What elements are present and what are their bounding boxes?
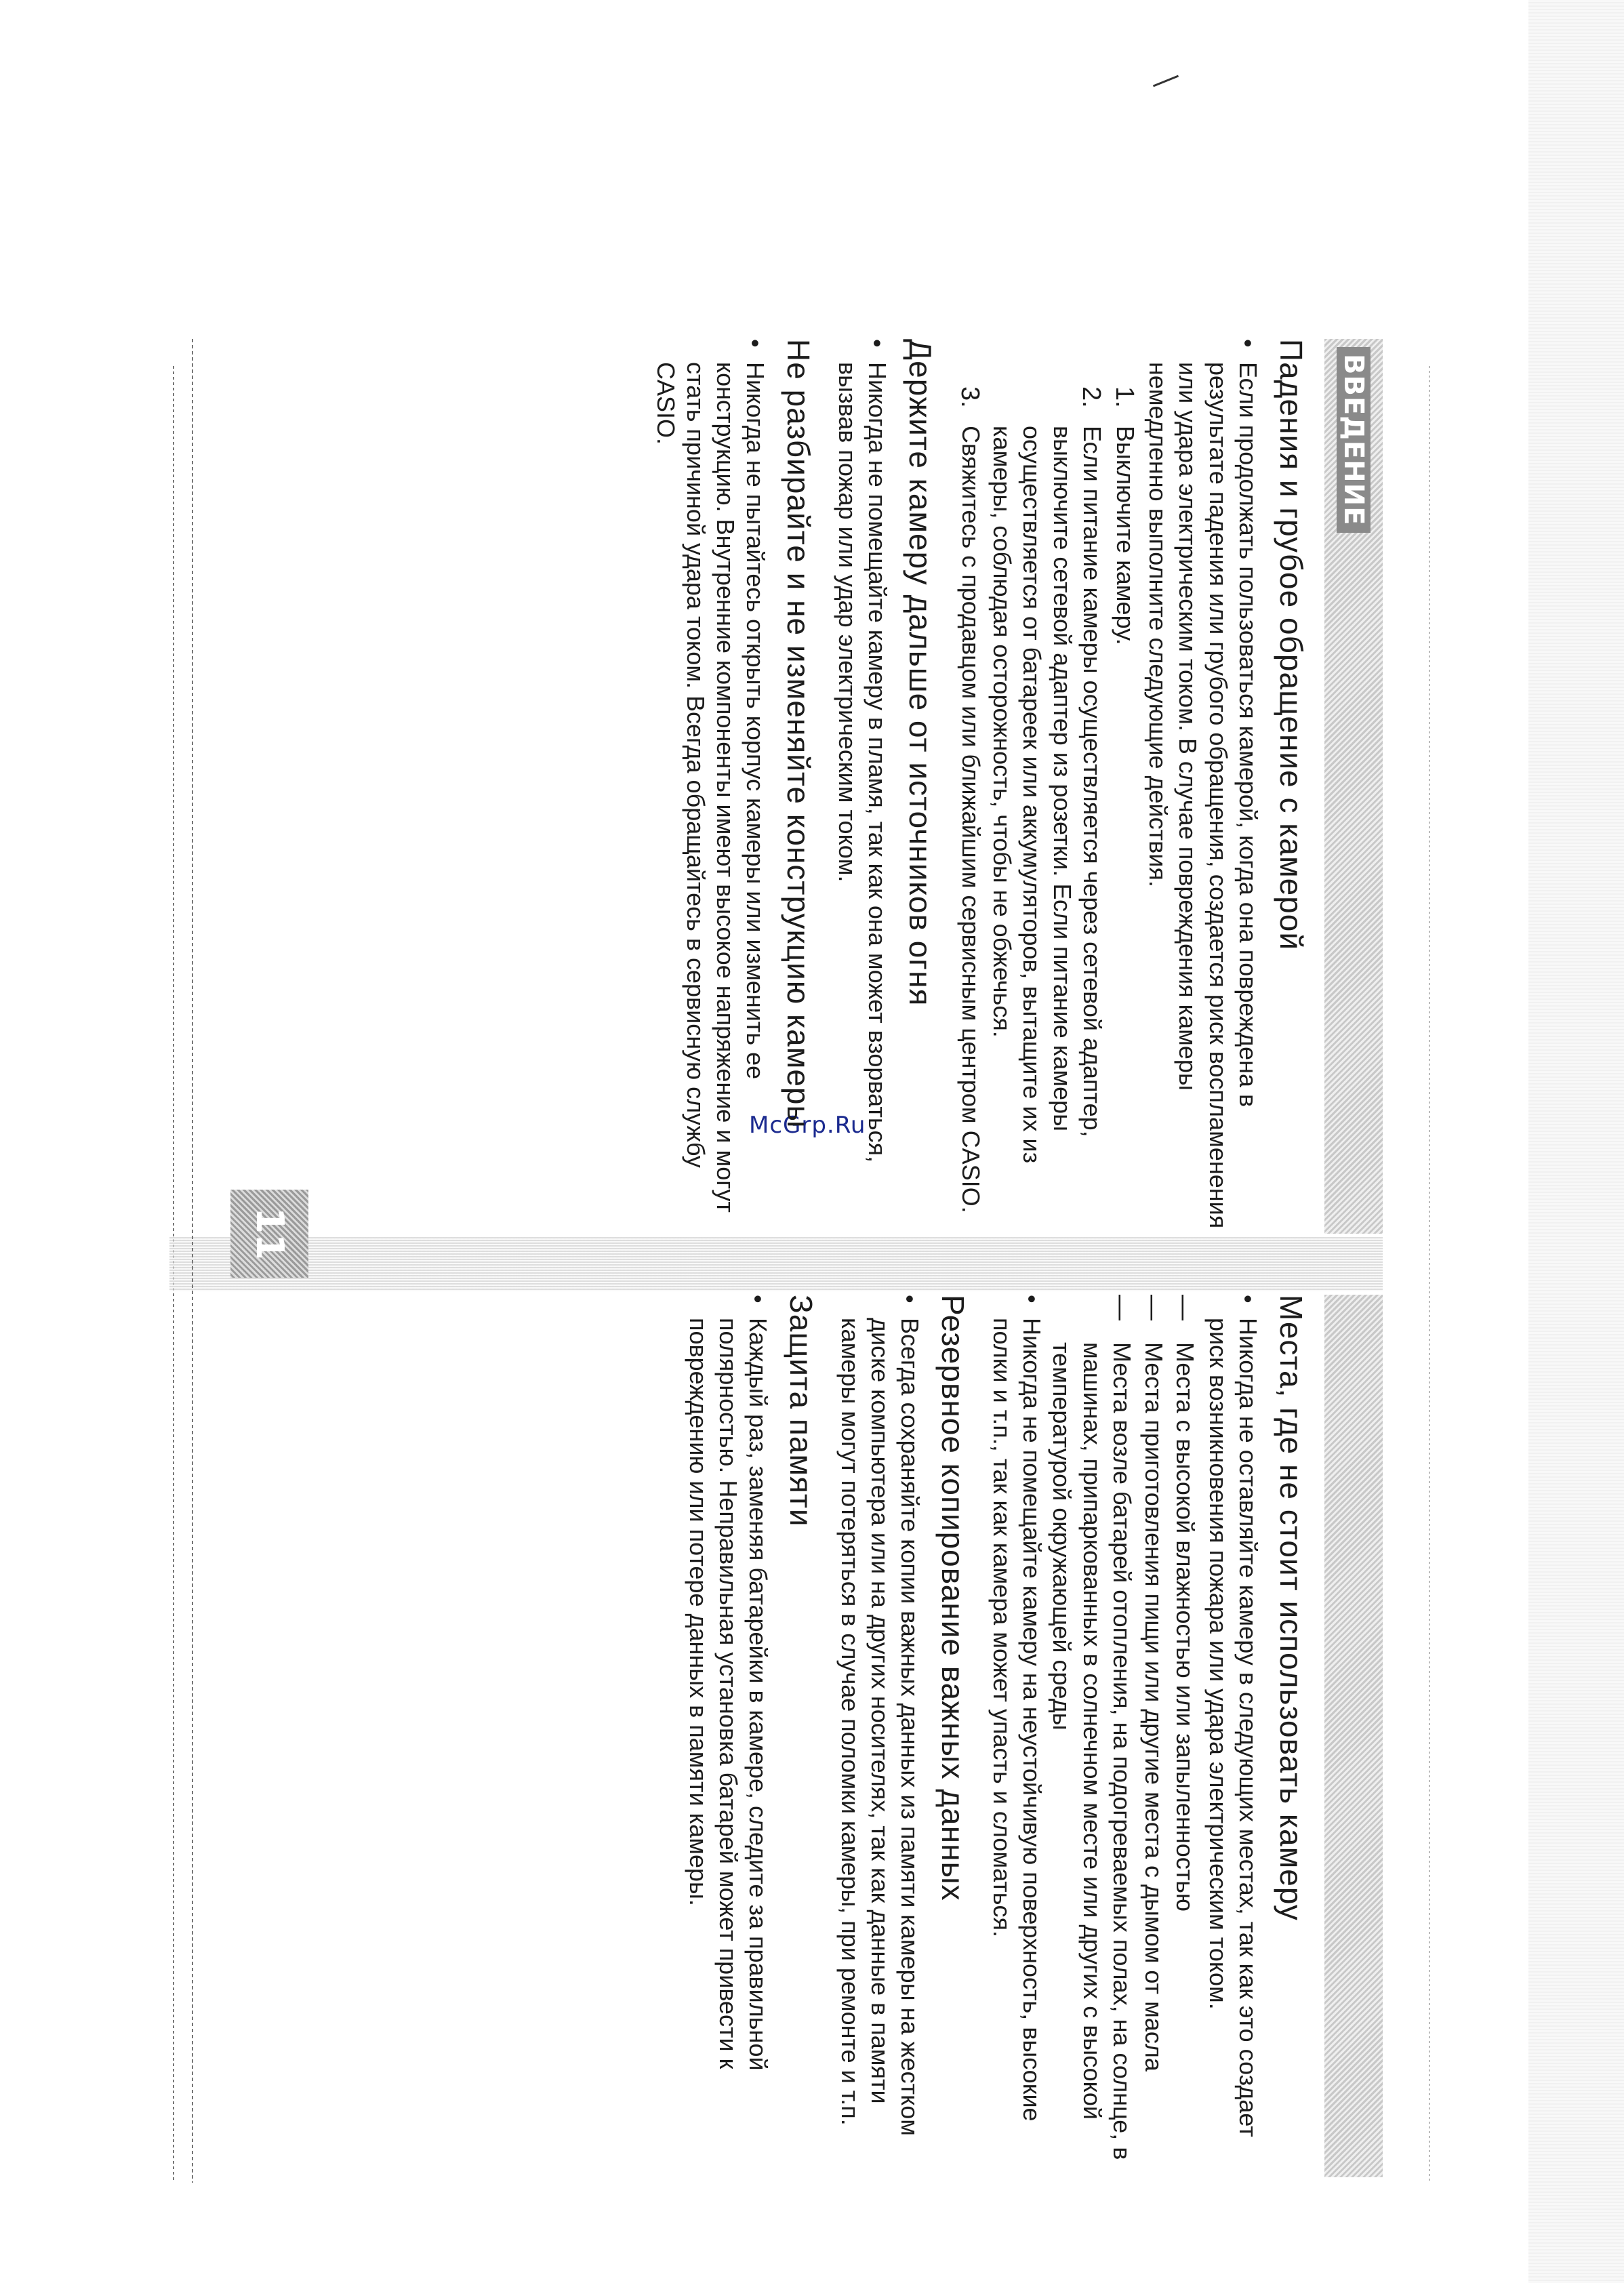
scan-edge-shading	[1528, 0, 1624, 2283]
rotated-page	[169, 339, 1383, 2183]
heading-backup: Резервное копирование важных данных	[935, 1295, 971, 1901]
section-banner-shading	[1324, 1295, 1383, 2177]
heading-drops: Падения и грубое обращение с камерой	[1274, 339, 1309, 951]
bullet-fire: • Никогда не помещайте камеру в пламя, так как она может взорваться, вызвав пожар или удар электрическим током.	[832, 339, 893, 1234]
section-title: ВВЕДЕНИЕ	[1337, 347, 1371, 533]
bullet-dot-icon: •	[864, 339, 892, 348]
bullet-dot-icon: •	[1234, 1295, 1262, 1304]
watermark: McGrp.Ru	[749, 1112, 866, 1139]
section-banner	[1324, 339, 1383, 1234]
bullet-backup: • Всегда сохраняйте копии важных данных из памяти камеры на жестком диске компьютера или на других носителях, так как данные в памяти камеры могут потеряться в случае поломки камеры, при ремонте и т.п.	[835, 1295, 925, 2169]
bullet-disassembly: • Никогда не пытайтесь открыть корпус камеры или изменить ее конструкцию. Внутренние компоненты имеют высокое напряжение и могут стать причиной удара током. Всегда обращайтесь в сервисную службу CASIO.	[650, 339, 770, 1234]
heading-memory: Защита памяти	[784, 1295, 819, 1527]
place-heat: — Места возле батарей отопления, на подогреваемых полах, на солнце, в машинах, припаркованных в солнечном месте или других с высокой температурой окружающей среды	[1047, 1295, 1137, 2169]
bottom-dotted-rule	[192, 339, 193, 2183]
dash-icon: —	[1170, 1295, 1199, 1320]
place-humid: — Места с высокой влажностью или запыленностью	[1169, 1295, 1200, 2169]
bullet-dot-icon: •	[896, 1295, 925, 1304]
bullet-dot-icon: •	[744, 1295, 773, 1304]
scan-dotted-rule-right	[1429, 366, 1430, 2183]
heading-disassembly: Не разбирайте и не изменяйте конструкцию камеры	[781, 339, 817, 1129]
center-divider-strip	[169, 1237, 1383, 1291]
bullet-drops: • Если продолжать пользоваться камерой, когда она повреждена в результате падения или грубого обращения, создается риск воспламенения или удара электрическим током. В случае повреждения камеры немедленно выполните следующие действия.	[1143, 339, 1263, 1234]
step-3: 3. Свяжитесь с продавцом или ближайшим сервисным центром CASIO.	[955, 386, 985, 1213]
dash-icon: —	[1106, 1295, 1135, 1320]
bullet-unstable: • Никогда не помещайте камеру на неустойчивую поверхность, высокие полки и т.п., так как камера может упасть и сломаться.	[986, 1295, 1047, 2169]
step-1: 1. Выключите камеру.	[1110, 386, 1139, 645]
page-number: 11	[247, 1207, 291, 1260]
heading-fire: Держите камеру дальше от источников огня	[903, 339, 939, 1007]
scan-pen-mark	[1153, 75, 1179, 87]
bullet-memory: • Каждый раз, заменяя батарейки в камере, следите за правильной полярностью. Неправильная установка батарей может привести к повреждению или потере данных в памяти камеры.	[683, 1295, 773, 2169]
step-2: 2. Если питание камеры осуществляется через сетевой адаптер, выключите сетевой адаптер из розетки. Если питание камеры осуществляется от батареек или аккумуляторов, вытащите их из камеры, соблюдая осторожность, чтобы не обжечься.	[988, 386, 1107, 1164]
place-kitchen: — Места приготовления пищи или другие места с дымом от масла	[1137, 1295, 1169, 2169]
right-column	[169, 1295, 1383, 2169]
bullet-places: • Никогда не оставляйте камеру в следующих местах, так как это создает риск возникновения пожара или удара электрическим током.	[1202, 1295, 1263, 2169]
bullet-dot-icon: •	[742, 339, 770, 348]
heading-places: Места, где не стоит использовать камеру	[1274, 1295, 1309, 1921]
dash-icon: —	[1138, 1295, 1167, 1320]
bullet-dot-icon: •	[1234, 339, 1262, 348]
bullet-dot-icon: •	[1018, 1295, 1047, 1304]
left-column	[169, 339, 1383, 1234]
page-number-tab	[230, 1190, 308, 1278]
